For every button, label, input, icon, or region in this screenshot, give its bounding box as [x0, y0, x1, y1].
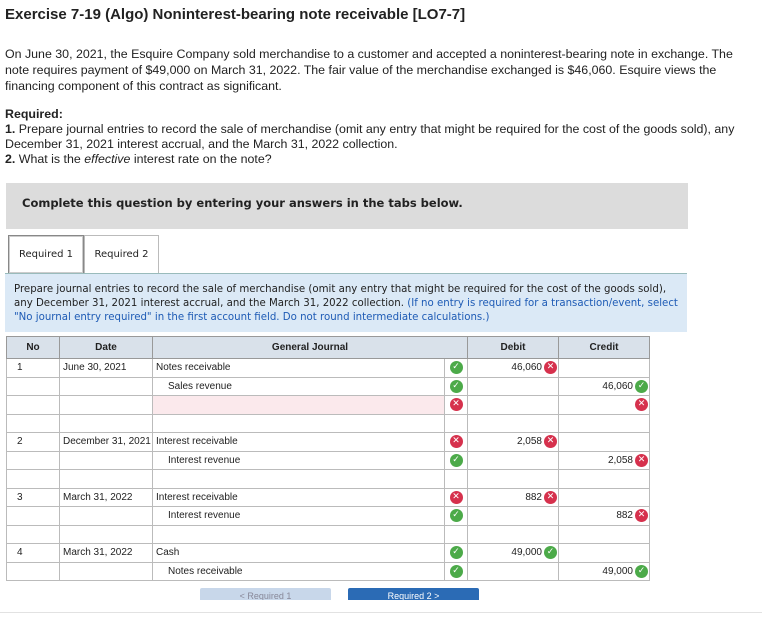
date-field[interactable]: March 31, 2022: [60, 488, 153, 507]
next-tab-button[interactable]: Required 2 >: [348, 588, 479, 600]
col-credit: Credit: [559, 337, 650, 359]
col-debit: Debit: [468, 337, 559, 359]
account-field[interactable]: Cash: [153, 544, 445, 563]
debit-input[interactable]: [468, 562, 559, 581]
account-field[interactable]: Interest revenue: [153, 507, 445, 526]
previous-tab-button[interactable]: < Required 1: [200, 588, 331, 600]
tab-required-1[interactable]: Required 1: [8, 235, 84, 274]
account-field[interactable]: Interest revenue: [153, 451, 445, 470]
debit-input[interactable]: 2,058 ✕: [468, 433, 559, 452]
debit-input[interactable]: [468, 377, 559, 396]
x-icon: ✕: [544, 491, 557, 504]
credit-input[interactable]: [559, 359, 650, 378]
account-field[interactable]: Notes receivable: [153, 562, 445, 581]
credit-input[interactable]: [559, 488, 650, 507]
check-icon: ✓: [450, 546, 463, 559]
col-general-journal: General Journal: [153, 337, 468, 359]
x-icon: ✕: [450, 435, 463, 448]
debit-input[interactable]: [468, 507, 559, 526]
requirement-2: 2. What is the effective interest rate on the note?: [5, 152, 272, 166]
x-icon: ✕: [635, 509, 648, 522]
table-row: 3 March 31, 2022 Interest receivable ✕ 882 ✕: [7, 488, 650, 507]
date-field[interactable]: March 31, 2022: [60, 544, 153, 563]
requirement-1: 1. Prepare journal entries to record the sale of merchandise (omit any entry that might be required for the cost of the goods sold), any December 31, 2021 interest accrual, and the March 31, 2022 collection.: [5, 122, 735, 151]
general-journal-table: [6, 336, 650, 581]
credit-input[interactable]: [559, 433, 650, 452]
check-icon: ✓: [450, 380, 463, 393]
x-icon: ✕: [450, 398, 463, 411]
account-field[interactable]: Interest receivable: [153, 488, 445, 507]
check-icon: ✓: [635, 565, 648, 578]
table-row: [7, 507, 650, 526]
date-field[interactable]: June 30, 2021: [60, 359, 153, 378]
col-date: Date: [60, 337, 153, 359]
col-no: No: [7, 337, 60, 359]
credit-input[interactable]: 882 ✕: [559, 507, 650, 526]
tab-instructions: Prepare journal entries to record the sale of merchandise (omit any entry that might be required for the cost of the goods sold), any December 31, 2021 interest accrual, and the March 31, 2022 collection. (If no entry is required for a transaction/event, select "No journal entry required" in the first account field. Do not round intermediate calculations.): [5, 273, 687, 332]
divider: [0, 612, 762, 613]
check-icon: ✓: [450, 565, 463, 578]
debit-input[interactable]: 49,000 ✓: [468, 544, 559, 563]
x-icon: ✕: [450, 491, 463, 504]
credit-input[interactable]: 49,000 ✓: [559, 562, 650, 581]
x-icon: ✕: [544, 435, 557, 448]
debit-input[interactable]: [468, 451, 559, 470]
date-field[interactable]: December 31, 2021: [60, 433, 153, 452]
instructions-panel: Complete this question by entering your answers in the tabs below.: [6, 183, 688, 229]
account-field[interactable]: Notes receivable: [153, 359, 445, 378]
date-field[interactable]: [60, 451, 153, 470]
check-icon: ✓: [544, 546, 557, 559]
credit-input[interactable]: [559, 544, 650, 563]
check-icon: ✓: [450, 454, 463, 467]
date-field[interactable]: [60, 562, 153, 581]
credit-input[interactable]: 46,060 ✓: [559, 377, 650, 396]
x-icon: ✕: [635, 398, 648, 411]
table-row: [7, 451, 650, 470]
exercise-title: Exercise 7-19 (Algo) Noninterest-bearing note receivable [LO7-7]: [5, 6, 466, 23]
account-field[interactable]: [153, 396, 445, 415]
table-row: 4 March 31, 2022 Cash ✓ 49,000 ✓: [7, 544, 650, 563]
check-icon: ✓: [635, 380, 648, 393]
credit-input[interactable]: 2,058 ✕: [559, 451, 650, 470]
debit-input[interactable]: 46,060 ✕: [468, 359, 559, 378]
problem-intro: On June 30, 2021, the Esquire Company sold merchandise to a customer and accepted a noninterest-bearing note in exchange. The note requires payment of $49,000 on March 31, 2022. The fair value of the merchandise exchanged is $46,060. Esquire views the financing component of this contract as significant.: [5, 47, 733, 93]
x-icon: ✕: [635, 454, 648, 467]
table-row: [7, 396, 650, 415]
check-icon: ✓: [450, 509, 463, 522]
account-field[interactable]: Sales revenue: [153, 377, 445, 396]
table-row: 1 June 30, 2021 Notes receivable ✓ 46,060 ✕: [7, 359, 650, 378]
x-icon: ✕: [544, 361, 557, 374]
credit-input[interactable]: [559, 396, 650, 415]
table-row: [7, 377, 650, 396]
debit-input[interactable]: [468, 396, 559, 415]
required-heading: Required:: [5, 107, 63, 121]
check-icon: ✓: [450, 361, 463, 374]
table-row: [7, 562, 650, 581]
debit-input[interactable]: 882 ✕: [468, 488, 559, 507]
account-field[interactable]: Interest receivable: [153, 433, 445, 452]
date-field[interactable]: [60, 377, 153, 396]
tab-required-2[interactable]: Required 2: [84, 235, 159, 274]
date-field[interactable]: [60, 507, 153, 526]
date-field[interactable]: [60, 396, 153, 415]
table-row: 2 December 31, 2021 Interest receivable ✕ 2,058 ✕: [7, 433, 650, 452]
